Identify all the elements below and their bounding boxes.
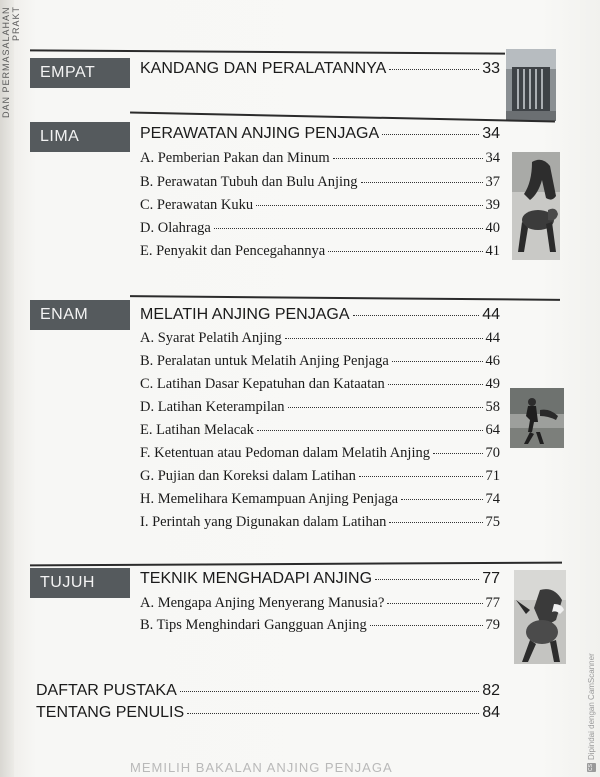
page-number: 39 <box>485 197 500 213</box>
toc-entry-label: A. Mengapa Anjing Menyerang Manusia? <box>140 595 385 611</box>
kennel-photo <box>506 49 556 121</box>
toc-entry-label: A. Syarat Pelatih Anjing <box>140 330 282 346</box>
leader-dots <box>382 134 479 135</box>
toc-entry-chapter-empat[interactable] <box>140 60 500 78</box>
leader-dots <box>389 522 482 523</box>
bleedthrough-footer-text: MEMILIH BAKALAN ANJING PENJAGA <box>130 760 393 775</box>
toc-entry-label: B. Peralatan untuk Melatih Anjing Penjaga <box>140 353 389 369</box>
toc-entry-label: C. Perawatan Kuku <box>140 197 254 213</box>
page-number: 33 <box>482 60 500 77</box>
leader-dots <box>359 476 483 477</box>
toc-entry-label: H. Memelihara Kemampuan Anjing Penjaga <box>140 491 399 507</box>
leader-dots <box>401 499 482 500</box>
toc-entry[interactable] <box>140 353 500 370</box>
spine-text: DAN PERMASALAHAN PRAKT <box>1 6 21 118</box>
toc-entry[interactable] <box>140 617 500 634</box>
leader-dots <box>333 158 483 159</box>
page-number: 34 <box>482 125 500 142</box>
leader-dots <box>328 251 482 252</box>
page-number: 75 <box>485 514 500 530</box>
toc-entry[interactable] <box>140 330 500 347</box>
chapter-badge-lima: LIMA <box>30 122 130 152</box>
toc-entry[interactable] <box>140 197 500 214</box>
toc-entry-label: B. Tips Menghindari Gangguan Anjing <box>140 617 367 633</box>
leader-dots <box>288 407 483 408</box>
toc-entry[interactable] <box>140 243 500 260</box>
book-spine <box>0 0 21 777</box>
page-number: 70 <box>485 445 500 461</box>
leader-dots <box>370 625 483 626</box>
back-matter-title: TENTANG PENULIS <box>36 704 185 721</box>
toc-entry-chapter-tujuh[interactable] <box>140 570 500 588</box>
toc-entry-label: E. Penyakit dan Pencegahannya <box>140 243 326 259</box>
leader-dots <box>180 691 479 692</box>
chapter-title: TEKNIK MENGHADAPI ANJING <box>140 570 373 587</box>
toc-entry[interactable] <box>140 514 500 531</box>
toc-entry-label: I. Perintah yang Digunakan dalam Latihan <box>140 514 387 530</box>
chapter-rule <box>30 562 562 567</box>
page-number: 44 <box>482 306 500 323</box>
leader-dots <box>388 384 483 385</box>
toc-entry[interactable] <box>140 376 500 393</box>
chapter-badge-enam: ENAM <box>30 300 130 330</box>
chapter-rule <box>130 112 555 123</box>
toc-entry[interactable] <box>140 399 500 416</box>
leader-dots <box>375 579 479 580</box>
page-number: 74 <box>485 491 500 507</box>
dog-care-photo <box>512 152 560 260</box>
toc-entry-label: F. Ketentuan atau Pedoman dalam Melatih Anjing <box>140 445 430 461</box>
toc-entry-tentang-penulis[interactable] <box>36 704 500 722</box>
page-number: 79 <box>485 617 500 633</box>
back-matter-title: DAFTAR PUSTAKA <box>36 682 177 699</box>
toc-entry[interactable] <box>140 595 500 612</box>
page-number: 41 <box>485 243 500 259</box>
toc-entry-label: D. Latihan Keterampilan <box>140 399 285 415</box>
chapter-rule <box>130 295 560 301</box>
toc-entry[interactable] <box>140 468 500 485</box>
leader-dots <box>392 361 483 362</box>
page-number: 58 <box>485 399 500 415</box>
leader-dots <box>389 69 479 70</box>
page-number: 37 <box>485 174 500 190</box>
leader-dots <box>433 453 483 454</box>
toc-entry[interactable] <box>140 150 500 167</box>
page-number: 77 <box>482 570 500 587</box>
leader-dots <box>353 315 480 316</box>
toc-entry-label: G. Pujian dan Koreksi dalam Latihan <box>140 468 356 484</box>
page-number: 64 <box>485 422 500 438</box>
chapter-badge-empat: EMPAT <box>30 58 130 88</box>
chapter-title: MELATIH ANJING PENJAGA <box>140 306 350 323</box>
toc-entry[interactable] <box>140 445 500 462</box>
toc-entry-label: A. Pemberian Pakan dan Minum <box>140 150 330 166</box>
leader-dots <box>187 713 479 714</box>
toc-entry-daftar-pustaka[interactable] <box>36 682 500 700</box>
leader-dots <box>361 182 483 183</box>
scanner-watermark-text: Dipindai dengan CamScanner <box>587 653 596 760</box>
leader-dots <box>214 228 483 229</box>
page-number: 82 <box>482 682 500 699</box>
chapter-badge-tujuh: TUJUH <box>30 568 130 598</box>
toc-entry-label: E. Latihan Melacak <box>140 422 254 438</box>
page-number: 40 <box>485 220 500 236</box>
page-number: 71 <box>485 468 500 484</box>
toc-entry-chapter-lima[interactable] <box>140 125 500 143</box>
toc-entry-chapter-enam[interactable] <box>140 306 500 324</box>
toc-entry[interactable] <box>140 174 500 191</box>
page-number: 49 <box>485 376 500 392</box>
scanner-watermark <box>587 612 596 772</box>
toc-entry-label: C. Latihan Dasar Kepatuhan dan Kataatan <box>140 376 385 392</box>
leader-dots <box>387 603 482 604</box>
page-number: 84 <box>482 704 500 721</box>
leader-dots <box>256 205 482 206</box>
page-number: 77 <box>485 595 500 611</box>
toc-entry[interactable] <box>140 491 500 508</box>
chapter-rule <box>30 49 505 54</box>
chapter-title: KANDANG DAN PERALATANNYA <box>140 60 387 77</box>
dog-training-photo <box>510 388 564 448</box>
toc-entry[interactable] <box>140 220 500 237</box>
page-number: 34 <box>485 150 500 166</box>
page-number: 46 <box>485 353 500 369</box>
dog-attack-photo <box>514 570 566 664</box>
leader-dots <box>257 430 483 431</box>
leader-dots <box>285 338 483 339</box>
toc-entry-label: D. Olahraga <box>140 220 211 236</box>
chapter-title: PERAWATAN ANJING PENJAGA <box>140 125 380 142</box>
page-number: 44 <box>485 330 500 346</box>
toc-entry[interactable] <box>140 422 500 439</box>
camscanner-icon: CS <box>588 764 594 771</box>
toc-entry-label: B. Perawatan Tubuh dan Bulu Anjing <box>140 174 358 190</box>
